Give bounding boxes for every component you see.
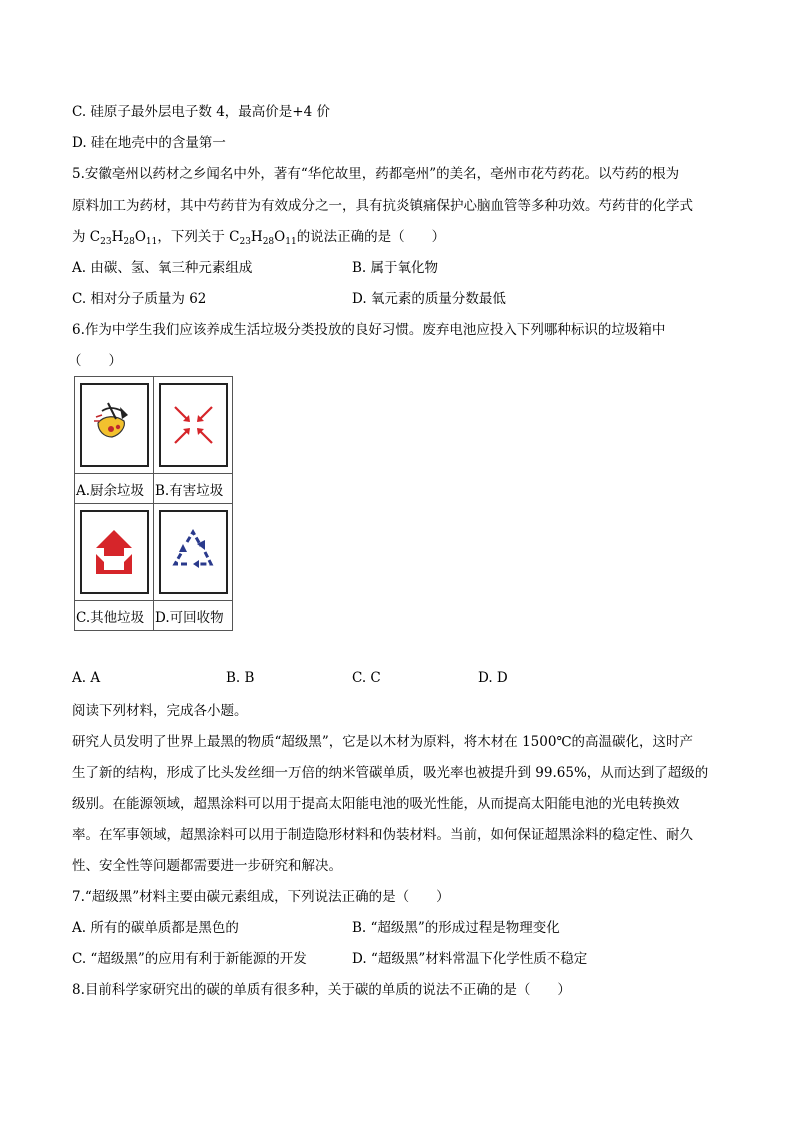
bin-d-frame	[159, 510, 228, 594]
question-7-option-a: A. 所有的碳单质都是黑色的	[72, 920, 239, 936]
bin-a-label: A.厨余垃圾	[75, 474, 154, 504]
text-fragment: H	[111, 229, 124, 245]
reading-instruction: 阅读下列材料，完成各小题。	[72, 703, 248, 719]
question-6-option-a: A. A	[72, 670, 101, 686]
question-5-option-c: C. 相对分子质量为 62	[72, 291, 207, 307]
passage-line-4: 率。在军事领域，超黑涂料可以用于制造隐形材料和伪装材料。当前，如何保证超黑涂料的稳定性、耐久	[72, 827, 693, 843]
bin-b-label: B.有害垃圾	[154, 474, 233, 504]
bin-d-image-cell	[154, 504, 233, 601]
text-fragment: ，下列关于 C	[157, 229, 240, 245]
question-5-stem-line-2: 原料加工为药材，其中芍药苷为有效成分之一，具有抗炎镇痛保护心脑血管等多种功效。芍药苷的化学式	[72, 198, 693, 214]
question-5-stem-line-3	[72, 228, 445, 246]
question-5-stem-line-1: 5.安徽亳州以药材之乡闻名中外，著有“华佗故里，药都亳州”的美名，亳州市花芍药花。以芍药的根为	[72, 166, 680, 182]
bin-c-image-cell	[75, 504, 154, 601]
passage-line-3: 级别。在能源领域，超黑涂料可以用于提高太阳能电池的吸光性能，从而提高太阳能电池的光电转换效	[72, 796, 680, 812]
question-5-option-d: D. 氧元素的质量分数最低	[352, 291, 506, 307]
other-waste-icon	[82, 512, 147, 592]
subscript: 23	[239, 237, 251, 247]
question-5-option-b: B. 属于氧化物	[352, 260, 439, 276]
passage-line-1: 研究人员发明了世界上最黑的物质“超级黑”，它是以木材为原料，将木材在 1500℃的高温碳化，这时产	[72, 734, 694, 750]
subscript: 23	[100, 237, 112, 247]
text-fragment: O	[274, 229, 286, 245]
question-7-stem: 7.“超级黑”材料主要由碳元素组成，下列说法正确的是（ ）	[72, 889, 450, 905]
bin-a-frame	[80, 383, 149, 467]
text-fragment: 的说法正确的是（ ）	[296, 229, 446, 245]
subscript: 28	[123, 237, 135, 247]
food-waste-icon	[82, 385, 147, 465]
question-6-option-c: C. C	[352, 670, 381, 686]
question-6-stem-line-1: 6.作为中学生我们应该养成生活垃圾分类投放的良好习惯。废弃电池应投入下列哪种标识的垃圾箱中	[72, 322, 666, 338]
hazardous-waste-icon	[161, 385, 226, 465]
question-4-option-d: D. 硅在地壳中的含量第一	[72, 135, 226, 151]
subscript: 11	[285, 237, 297, 247]
question-8-stem: 8.目前科学家研究出的碳的单质有很多种，关于碳的单质的说法不正确的是（ ）	[72, 982, 571, 998]
bin-b-frame	[159, 383, 228, 467]
passage-line-5: 性、安全性等问题都需要进一步研究和解决。	[72, 858, 342, 874]
text-fragment: O	[134, 229, 146, 245]
question-6-option-b: B. B	[226, 670, 255, 686]
question-7-option-b: B. “超级黑”的形成过程是物理变化	[352, 920, 560, 936]
recyclable-icon	[161, 512, 226, 592]
question-6-stem-line-2: （ ）	[68, 353, 122, 369]
subscript: 11	[145, 237, 158, 247]
bin-c-label: C.其他垃圾	[75, 601, 154, 631]
question-5-option-a: A. 由碳、氢、氧三种元素组成	[72, 260, 253, 276]
bin-b-image-cell	[154, 377, 233, 474]
bin-d-label: D.可回收物	[154, 601, 233, 631]
subscript: 28	[262, 237, 275, 247]
question-6-option-d: D. D	[478, 670, 508, 686]
question-7-option-c: C. “超级黑”的应用有利于新能源的开发	[72, 951, 307, 967]
question-7-option-d: D. “超级黑”材料常温下化学性质不稳定	[352, 951, 588, 967]
bin-a-image-cell	[75, 377, 154, 474]
waste-bin-table	[74, 376, 233, 631]
passage-line-2: 生了新的结构，形成了比头发丝细一万倍的纳米管碳单质，吸光率也被提升到 99.65%，从而达到了超级的	[72, 765, 709, 781]
question-4-option-c: C. 硅原子最外层电子数 4，最高价是+4 价	[72, 104, 331, 120]
text-fragment: 为 C	[72, 229, 101, 245]
text-fragment: H	[250, 229, 263, 245]
bin-c-frame	[80, 510, 149, 594]
